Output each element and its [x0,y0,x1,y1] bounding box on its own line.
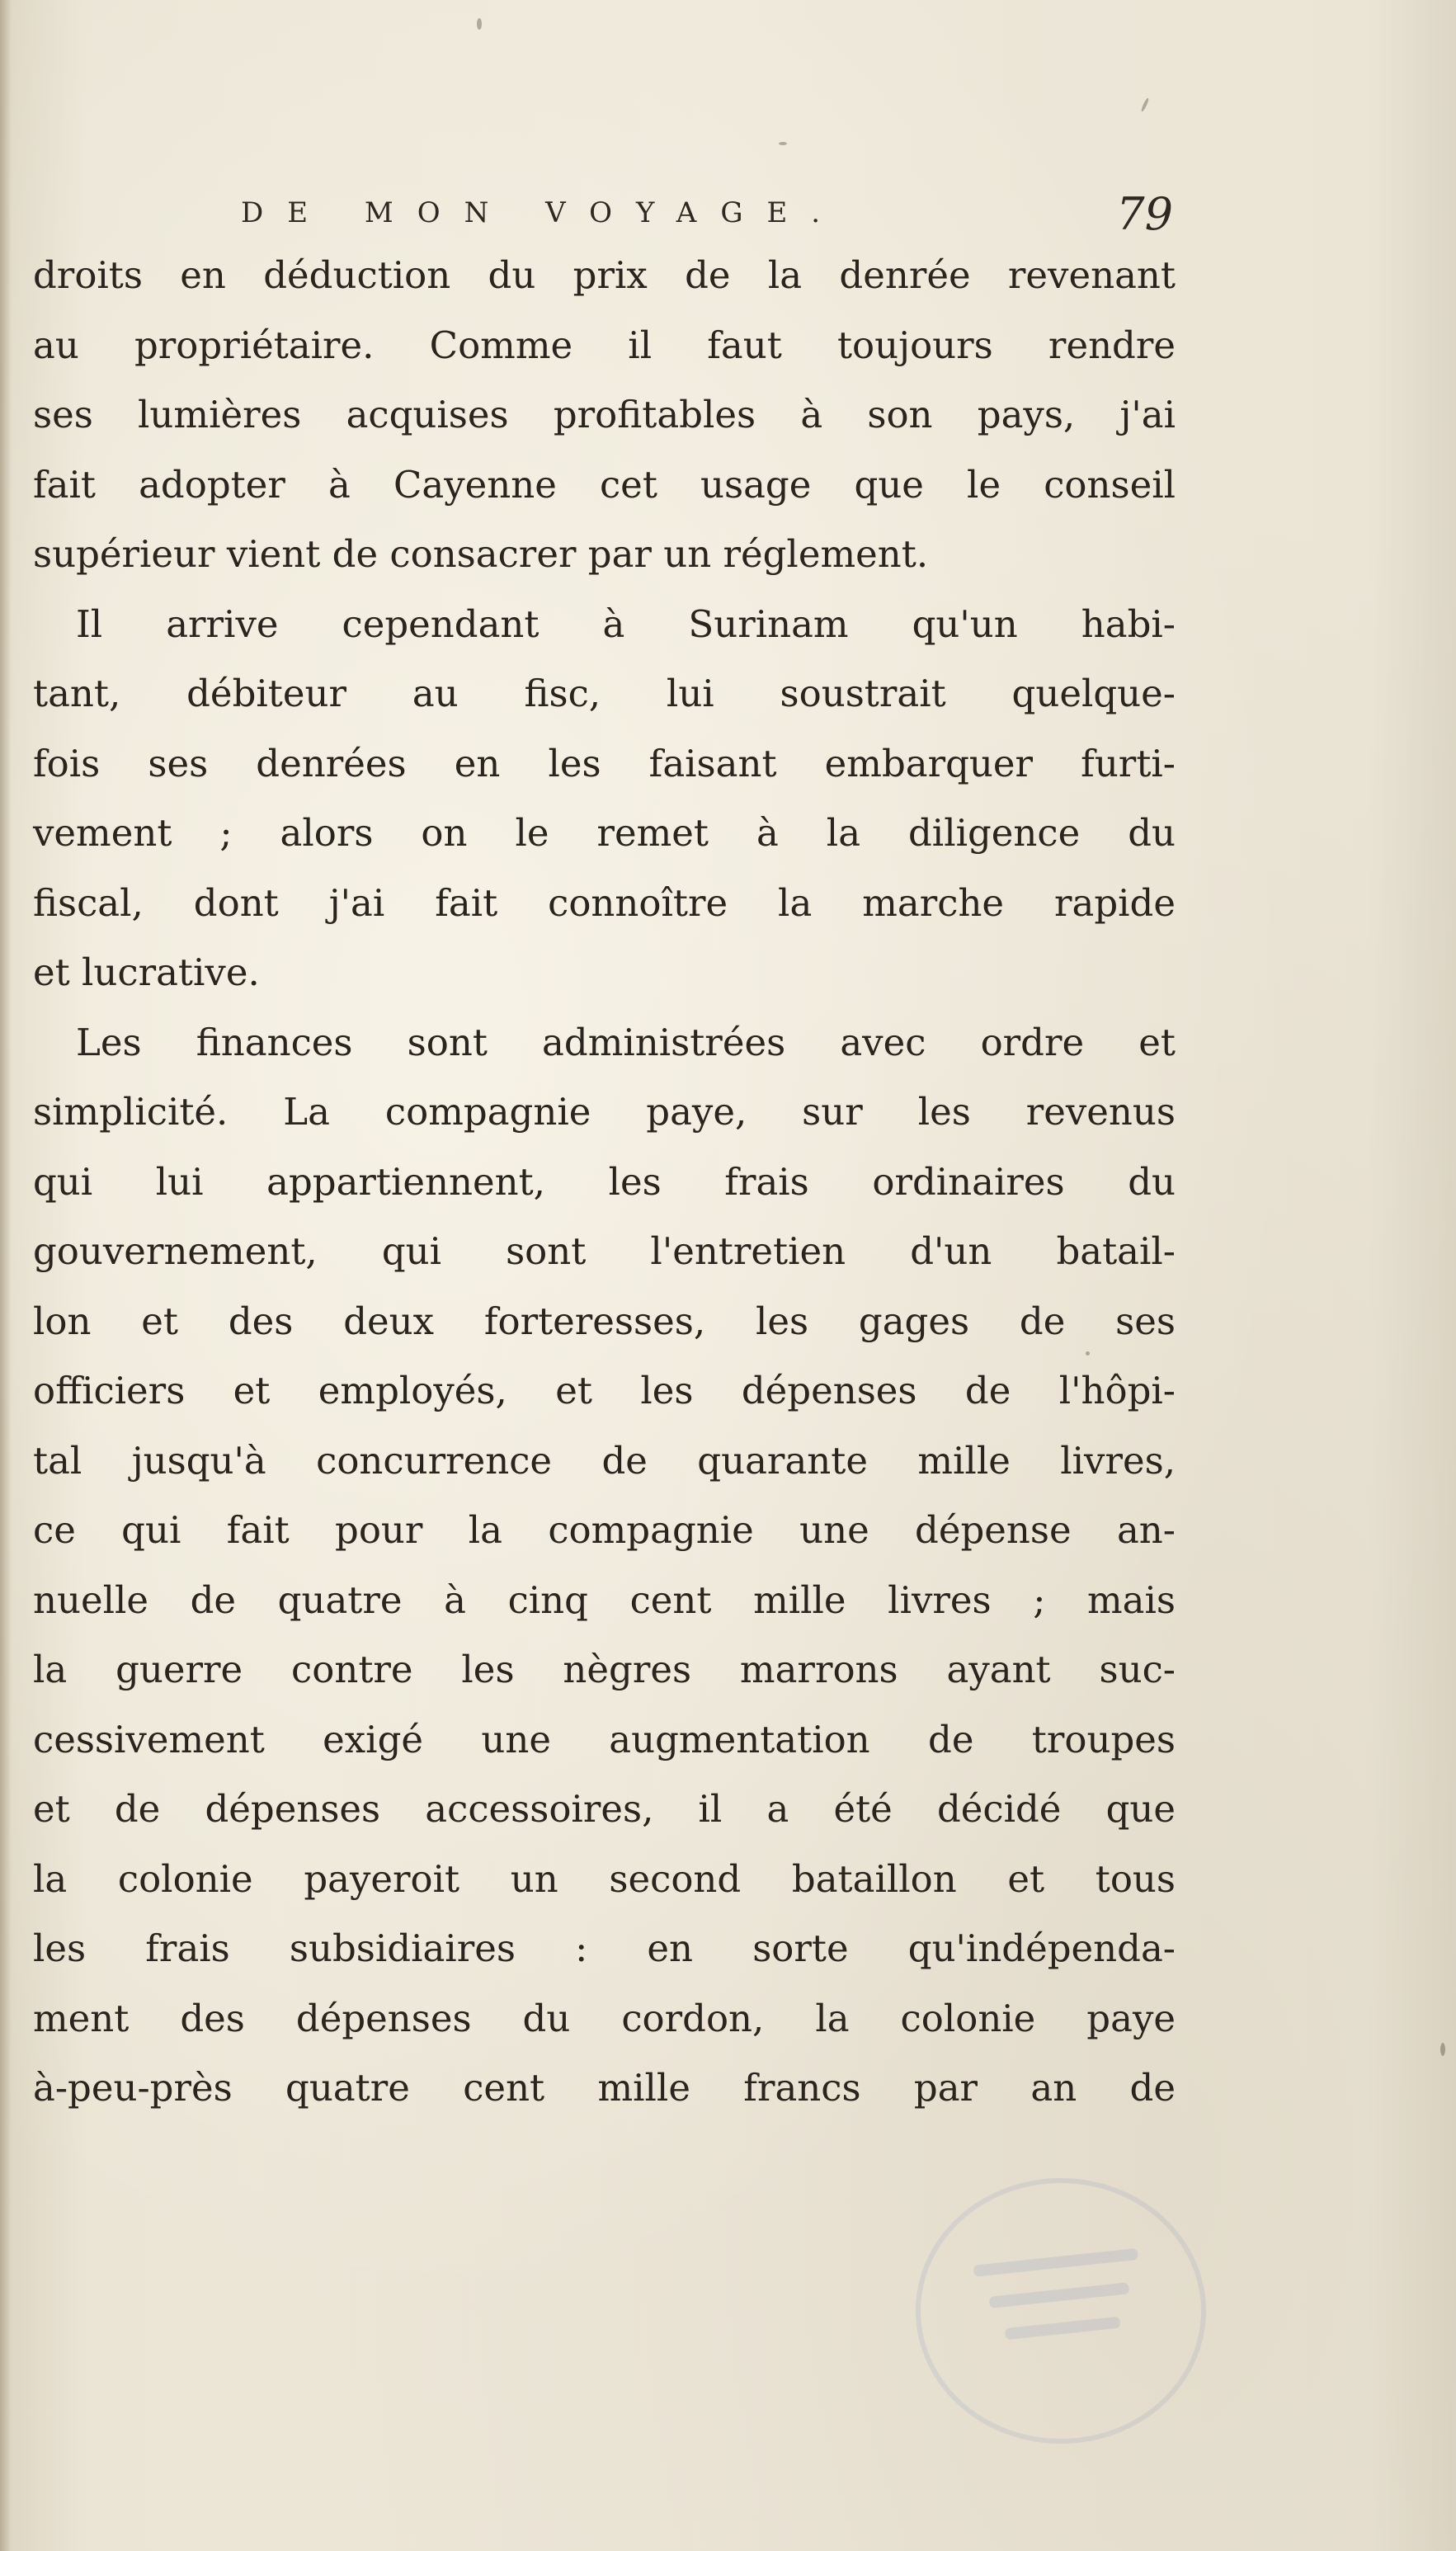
paper-speck [779,142,787,145]
text-line: gouvernement, qui sont l'entretien d'un batail- [33,1229,1176,1273]
text-line: ce qui fait pour la compagnie une dépense an- [33,1508,1176,1552]
text-line: ses lumières acquises profitables à son pays, j'ai [33,393,1176,436]
page-header [241,188,1173,246]
text-line: tant, débiteur au fisc, lui soustrait quelque- [33,672,1176,715]
page-number: 79 [1116,188,1173,240]
paper-speck [1140,97,1149,112]
text-line: lon et des deux forteresses, les gages de ses [33,1299,1176,1343]
text-line: nuelle de quatre à cinq cent mille livres ; mais [33,1577,1176,1622]
paper-speck [477,18,482,30]
paper-speck [1086,1351,1090,1356]
text-line: fiscal, dont j'ai fait connoître la marche rapide [33,880,1176,925]
text-line: droits en déduction du prix de la denrée revenant [33,253,1176,297]
text-line: et de dépenses accessoires, il a été décidé que [33,1787,1176,1831]
text-line: vement ; alors on le remet à la diligence du [33,811,1176,855]
stamp-lines-icon [945,2212,1176,2398]
paper-speck [1440,2043,1445,2056]
running-title: DE MON VOYAGE. [241,196,845,229]
body-text [33,241,1176,2124]
text-line: supérieur vient de consacrer par un réglement. [33,532,929,576]
text-line: simplicité. La compagnie paye, sur les revenus [33,1090,1176,1134]
paragraph-first-line: Il arrive cependant à Surinam qu'un habi- [76,601,1176,646]
text-line: à-peu-près quatre cent mille francs par an de [33,2066,1176,2110]
library-stamp-mark [937,2211,1185,2410]
text-line: officiers et employés, et les dépenses de l'hôpi- [33,1369,1176,1412]
text-line: la guerre contre les nègres marrons ayant suc- [33,1648,1176,1691]
text-line: fait adopter à Cayenne cet usage que le conseil [33,462,1176,507]
library-stamp [916,2178,1206,2444]
text-line: la colonie payeroit un second bataillon et tous [33,1856,1176,1901]
text-line: qui lui appartiennent, les frais ordinaires du [33,1159,1176,1204]
text-line: ment des dépenses du cordon, la colonie paye [33,1996,1176,2040]
text-line: et lucrative. [33,950,260,994]
text-line: fois ses denrées en les faisant embarquer furti- [33,741,1176,785]
text-line: les frais subsidiaires : en sorte qu'indépenda- [33,1926,1176,1970]
text-line: tal jusqu'à concurrence de quarante mille livres, [33,1438,1176,1483]
text-line: au propriétaire. Comme il faut toujours rendre [33,323,1176,367]
paragraph-first-line: Les finances sont administrées avec ordre et [76,1020,1176,1064]
text-line: cessivement exigé une augmentation de troupes [33,1717,1176,1761]
page-gutter-shadow [0,0,12,2551]
